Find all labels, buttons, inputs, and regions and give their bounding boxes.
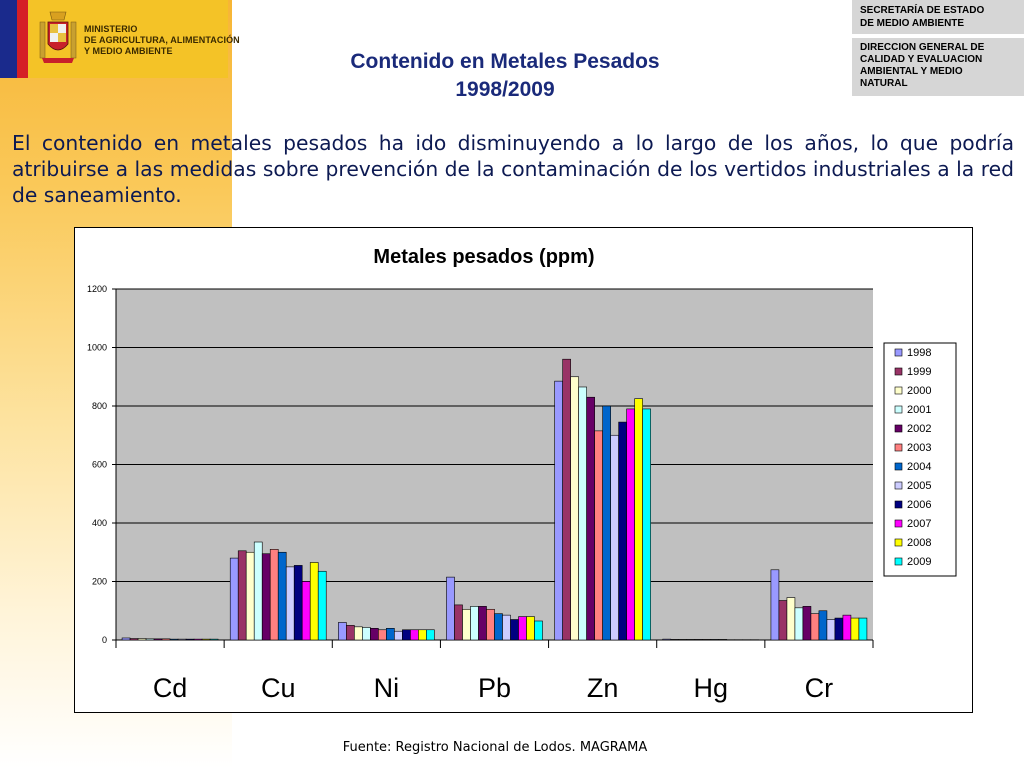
y-tick-label: 1000 [86, 342, 107, 353]
legend-swatch [895, 444, 902, 451]
bar [771, 570, 779, 640]
slide-paragraph: El contenido en metales pesados ha ido disminuyendo a lo largo de los años, lo que podría atribuirse a las medidas sobre prevención de la contaminación de los vertidos industriales a la red de saneamiento. [12, 131, 1014, 207]
bar [194, 639, 202, 640]
legend-swatch [895, 482, 902, 489]
legend-swatch [895, 558, 902, 565]
bar [410, 630, 418, 640]
bar [138, 639, 146, 640]
bar [270, 549, 278, 640]
bar [611, 435, 619, 640]
bar [370, 628, 378, 640]
slide-title-line2: 1998/2009 [455, 78, 555, 101]
bar [595, 431, 603, 640]
bar [238, 551, 246, 640]
y-tick-label: 1200 [86, 284, 107, 294]
bar [378, 630, 386, 640]
bar [619, 422, 627, 640]
bar-chart [75, 228, 972, 712]
slide-title [232, 48, 778, 104]
bar [795, 608, 803, 640]
bar [447, 577, 455, 640]
bar [687, 639, 695, 640]
secretaria-line: SECRETARÍA DE ESTADO [860, 5, 985, 16]
bar [122, 638, 130, 640]
x-tick-label: Cu [260, 673, 296, 703]
bar [835, 618, 843, 640]
direccion-line: DIRECCION GENERAL DE [860, 42, 985, 53]
bar [503, 615, 511, 640]
bar [819, 611, 827, 640]
legend-swatch [895, 406, 902, 413]
bar [587, 397, 595, 640]
bar [210, 639, 218, 640]
direccion-line: CALIDAD Y EVALUACION [860, 54, 983, 65]
bar [170, 639, 178, 640]
legend-swatch [895, 463, 902, 470]
bar [635, 399, 643, 640]
legend-label: 1998 [907, 347, 932, 359]
bar [663, 639, 671, 640]
y-tick-label: 200 [91, 576, 107, 587]
legend-label: 2001 [907, 404, 932, 416]
legend-swatch [895, 368, 902, 375]
y-tick-label: 800 [91, 401, 107, 411]
secretaria-line: DE MEDIO AMBIENTE [860, 18, 965, 29]
bar [859, 618, 867, 640]
coat-of-arms-icon [38, 8, 78, 66]
direccion-line: AMBIENTAL Y MEDIO [860, 66, 963, 77]
legend-swatch [895, 349, 902, 356]
bar [162, 639, 170, 640]
chart-frame [74, 227, 973, 713]
bar [787, 598, 795, 640]
bar [202, 639, 210, 640]
bar [286, 567, 294, 640]
bar [511, 620, 519, 640]
bar [563, 359, 571, 640]
x-tick-label: Hg [693, 673, 729, 703]
bar [402, 630, 410, 640]
bar [186, 639, 194, 640]
legend-label: 2006 [907, 499, 932, 511]
x-tick-label: Zn [586, 673, 619, 703]
y-tick-label: 0 [101, 635, 107, 645]
x-tick-label: Ni [373, 673, 400, 703]
bar [555, 381, 563, 640]
bar [519, 617, 527, 640]
legend-label: 2004 [907, 461, 932, 473]
bar [703, 639, 711, 640]
slide-title-line1: Contenido en Metales Pesados [350, 50, 660, 73]
x-tick-label: Cd [152, 673, 188, 703]
bar [695, 639, 703, 640]
legend-label: 2007 [907, 518, 932, 530]
bar [727, 640, 735, 641]
bar [418, 630, 426, 640]
legend-swatch [895, 520, 902, 527]
x-tick-label: Pb [477, 673, 512, 703]
bar [178, 639, 186, 640]
bar [386, 628, 394, 640]
bar [246, 552, 254, 640]
legend-label: 2005 [907, 480, 932, 492]
bar [643, 409, 651, 640]
bar [711, 639, 719, 640]
bar [479, 606, 487, 640]
bar [803, 606, 811, 640]
legend-label: 2008 [907, 537, 932, 549]
bar [254, 542, 262, 640]
bar [811, 614, 819, 640]
bar [394, 631, 402, 640]
bar [527, 617, 535, 640]
bar [719, 639, 727, 640]
ministry-name [84, 24, 240, 57]
bar [455, 605, 463, 640]
bar [535, 621, 543, 640]
ministry-line: DE AGRICULTURA, ALIMENTACIÓN [84, 35, 240, 45]
y-tick-label: 400 [91, 518, 107, 528]
bar [751, 640, 759, 641]
direccion-line: NATURAL [860, 78, 908, 89]
legend-label: 2009 [907, 556, 932, 568]
bar [338, 622, 346, 640]
bar [603, 406, 611, 640]
bar [579, 387, 587, 640]
bar [471, 606, 479, 640]
legend-label: 1999 [907, 366, 932, 378]
bar [310, 562, 318, 640]
bar [318, 571, 326, 640]
bar [827, 620, 835, 640]
bar [154, 639, 162, 640]
bar [495, 614, 503, 640]
bar [294, 565, 302, 640]
bar [302, 582, 310, 641]
legend-swatch [895, 387, 902, 394]
secretaria-box [852, 0, 1024, 36]
bar [362, 627, 370, 640]
ministry-line: Y MEDIO AMBIENTE [84, 46, 173, 56]
legend-label: 2000 [907, 385, 932, 397]
ministry-line: MINISTERIO [84, 24, 138, 34]
bar [671, 639, 679, 640]
bar [146, 639, 154, 640]
legend-label: 2002 [907, 423, 932, 435]
bar [463, 609, 471, 640]
legend-label: 2003 [907, 442, 932, 454]
bar [262, 554, 270, 640]
bar [735, 640, 743, 641]
bar [346, 625, 354, 640]
legend-swatch [895, 539, 902, 546]
bar [571, 377, 579, 640]
chart-title: Metales pesados (ppm) [373, 246, 595, 268]
bar [779, 601, 787, 640]
bar [426, 630, 434, 640]
bar [851, 618, 859, 640]
bar [679, 639, 687, 640]
bar [627, 409, 635, 640]
legend-swatch [895, 425, 902, 432]
source-note: Fuente: Registro Nacional de Lodos. MAGRAMA [342, 740, 648, 755]
y-tick-label: 600 [91, 459, 107, 470]
bar [487, 609, 495, 640]
x-tick-label: Cr [804, 673, 834, 703]
bar [130, 639, 138, 640]
bar [743, 640, 751, 641]
bar [843, 615, 851, 640]
bar [278, 552, 286, 640]
legend-swatch [895, 501, 902, 508]
bar [354, 627, 362, 640]
flag-strip [0, 0, 28, 78]
bar [230, 558, 238, 640]
direccion-box [852, 38, 1024, 96]
